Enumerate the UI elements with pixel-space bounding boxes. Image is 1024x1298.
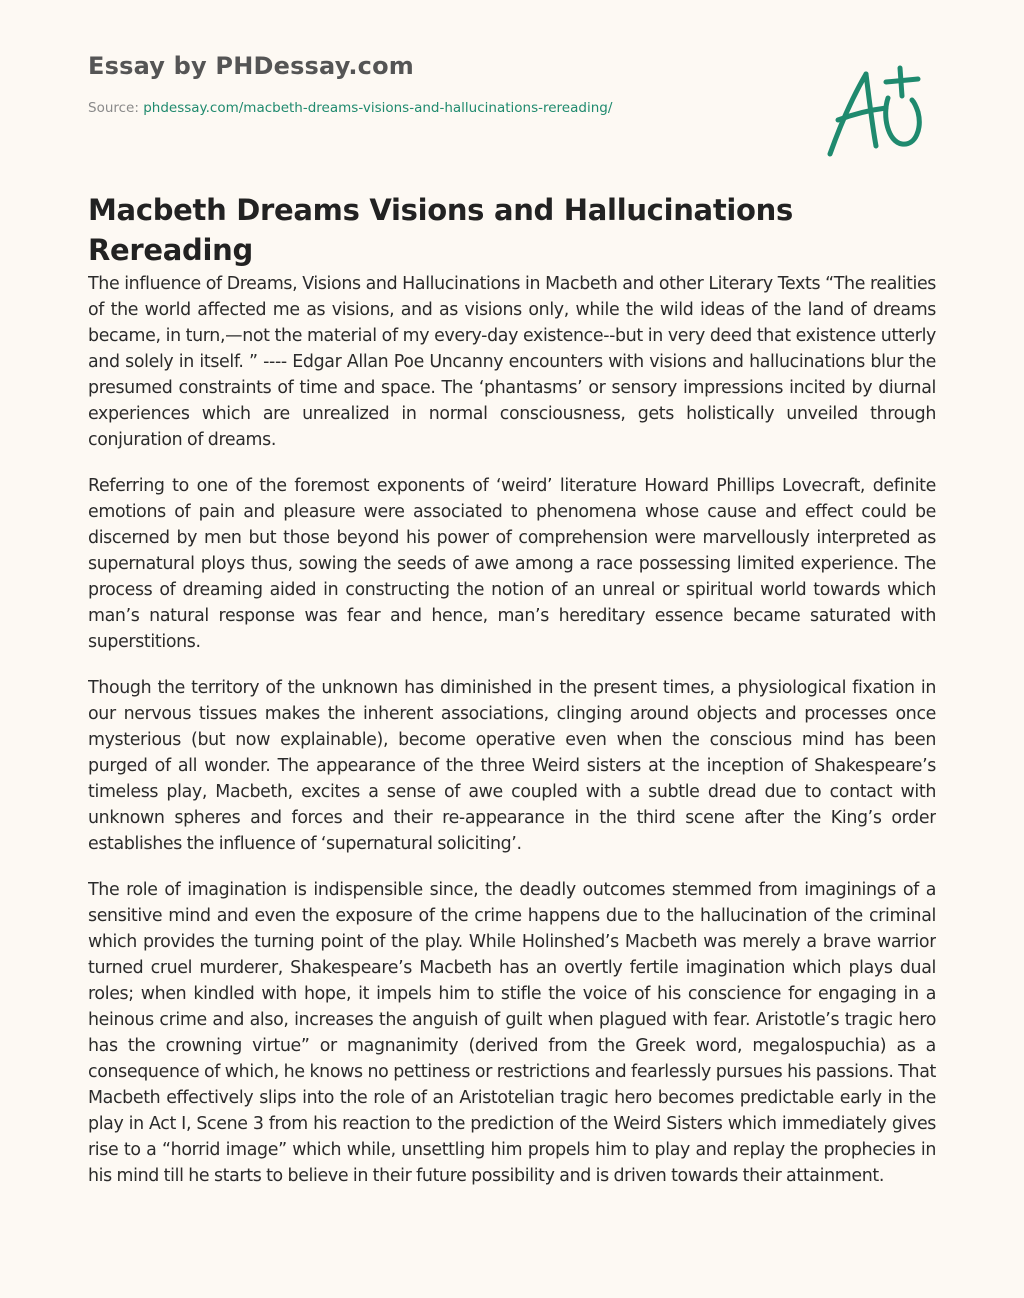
essay-title: Macbeth Dreams Visions and Hallucinations Rereading — [88, 193, 793, 267]
page-header — [88, 50, 788, 117]
essay-paragraph: The influence of Dreams, Visions and Hallucinations in Macbeth and other Literary Texts “The realities of the world affected me as visions, and as visions only, while the wild ideas of the land of dreams became, in turn,—not the material of my every-day existence--but in very deed that existence utterly and solely in itself. ” ---- Edgar Allan Poe Uncanny encounters with visions and hallucinations blur the presumed constraints of time and space. The ‘phantasms’ or sensory impressions incited by diurnal experiences which are unrealized in normal consciousness, gets holistically unveiled through conjuration of dreams. — [88, 274, 936, 450]
essay-paragraph: The role of imagination is indispensible since, the deadly outcomes stemmed from imaginings of a sensitive mind and even the exposure of the crime happens due to the hallucination of the criminal which provides the turning point of the play. While Holinshed’s Macbeth was merely a brave warrior turned cruel murderer, Shakespeare’s Macbeth has an overtly fertile imagination which plays dual roles; when kindled with hope, it impels him to stifle the voice of his conscience for engaging in a heinous crime and also, increases the anguish of guilt when plagued with fear. Aristotle’s tragic hero has the crowning virtue” or magnanimity (derived from the Greek word, megalospuchia) as a consequence of which, he knows no pettiness or restrictions and fearlessly pursues his passions. That Macbeth effectively slips into the role of an Aristotelian tragic hero becomes predictable early in the play in Act I, Scene 3 from his reaction to the prediction of the Weird Sisters which immediately gives rise to a “horrid image” which while, unsettling him propels him to play and replay the prophecies in his mind till he starts to believe in their future possibility and is driven towards their attainment. — [88, 880, 936, 1186]
source-label: Source: — [88, 100, 144, 116]
source-line — [88, 99, 788, 117]
source-link[interactable]: phdessay.com/macbeth-dreams-visions-and-hallucinations-rereading/ — [143, 100, 613, 116]
site-brand: Essay by PHDessay.com — [88, 52, 414, 80]
essay-body — [88, 271, 936, 1256]
essay-paragraph: Though the territory of the unknown has diminished in the present times, a physiological fixation in our nervous tissues makes the inherent associations, clinging around objects and processes once mysterious (but now explainable), become operative even when the conscious mind has been purged of all wonder. The appearance of the three Weird sisters at the inception of Shakespeare’s timeless play, Macbeth, excites a sense of awe coupled with a subtle dread due to contact with unknown spheres and forces and their re-appearance in the third scene after the King’s order establishes the influence of ‘supernatural soliciting’. — [88, 678, 936, 854]
essay-paragraph: Referring to one of the foremost exponents of ‘weird’ literature Howard Phillips Lovecraft, definite emotions of pain and pleasure were associated to phenomena whose cause and effect could be discerned by men but those beyond his power of comprehension were marvellously interpreted as supernatural ploys thus, sowing the seeds of awe among a race possessing limited experience. The process of dreaming aided in constructing the notion of an unreal or spiritual world towards which man’s natural response was fear and hence, man’s hereditary essence became saturated with superstitions. — [88, 476, 936, 652]
a-plus-grade-icon — [822, 62, 932, 162]
